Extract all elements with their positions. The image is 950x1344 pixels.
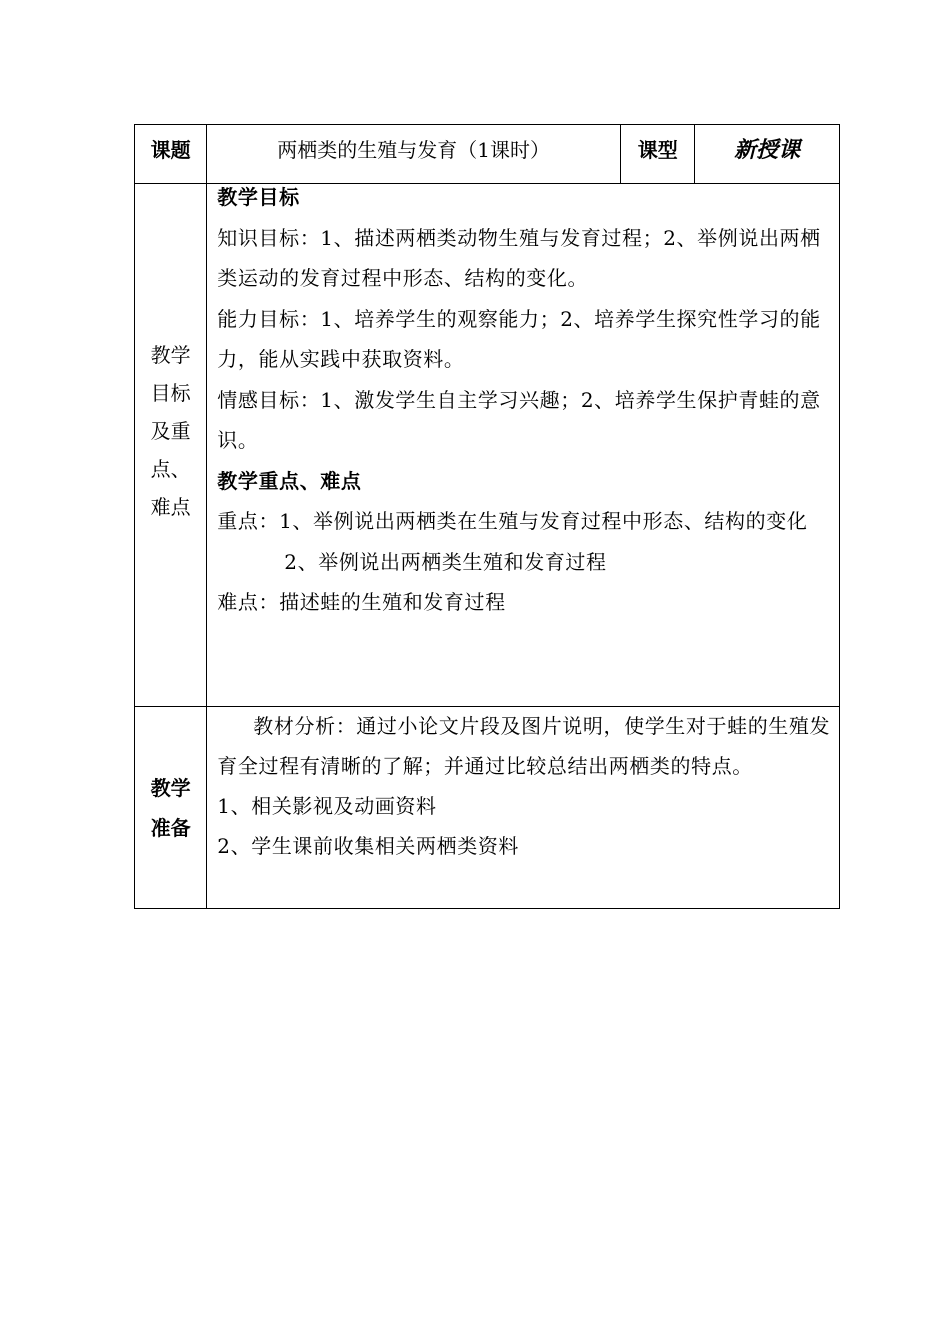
topic-label: 课题: [150, 137, 191, 162]
type-value: 新授课: [734, 136, 801, 163]
emotion-goal: 情感目标：1、激发学生自主学习兴趣；2、培养学生保护青蛙的意识。: [217, 387, 821, 452]
topic-value: 两栖类的生殖与发育（1课时）: [277, 137, 551, 162]
material-analysis: 教材分析：通过小论文片段及图片说明，使学生对于蛙的生殖发育全过程有清晰的了解；并通过比较总结出两栖类的特点。: [217, 714, 831, 778]
prep-side-cell: [135, 707, 207, 909]
prep-side-label: 教学准备: [150, 775, 191, 840]
topic-label-cell: [135, 125, 207, 184]
header-row: [135, 125, 840, 184]
teaching-goals-heading: 教学目标: [217, 185, 300, 209]
type-value-cell: [695, 125, 840, 184]
difficulty-point: 难点：描述蛙的生殖和发育过程: [217, 590, 506, 614]
key-point-2: 2、举例说出两栖类生殖和发育过程: [284, 549, 607, 574]
type-label-cell: [621, 125, 695, 184]
lesson-plan-table: [134, 124, 840, 909]
knowledge-goal: 知识目标：1、描述两栖类动物生殖与发育过程；2、举例说出两栖类运动的发育过程中形态、结构的变化。: [217, 225, 821, 290]
key-point-1: 重点：1、举例说出两栖类在生殖与发育过程中形态、结构的变化: [217, 509, 808, 533]
goals-row: [135, 184, 840, 707]
prep-content-cell: [207, 707, 840, 909]
prep-row: [135, 707, 840, 909]
goals-content-cell: [207, 184, 840, 707]
topic-value-cell: [207, 125, 621, 184]
key-difficulty-heading: 教学重点、难点: [217, 468, 362, 493]
prep-item-2: 2、学生课前收集相关两栖类资料: [217, 834, 520, 858]
prep-item-1: 1、相关影视及动画资料: [217, 794, 437, 818]
goals-side-label: 教学目标及重点、难点: [150, 343, 191, 519]
type-label: 课型: [637, 137, 678, 162]
goals-side-cell: [135, 184, 207, 707]
ability-goal: 能力目标：1、培养学生的观察能力；2、培养学生探究性学习的能力，能从实践中获取资料。: [217, 306, 821, 371]
